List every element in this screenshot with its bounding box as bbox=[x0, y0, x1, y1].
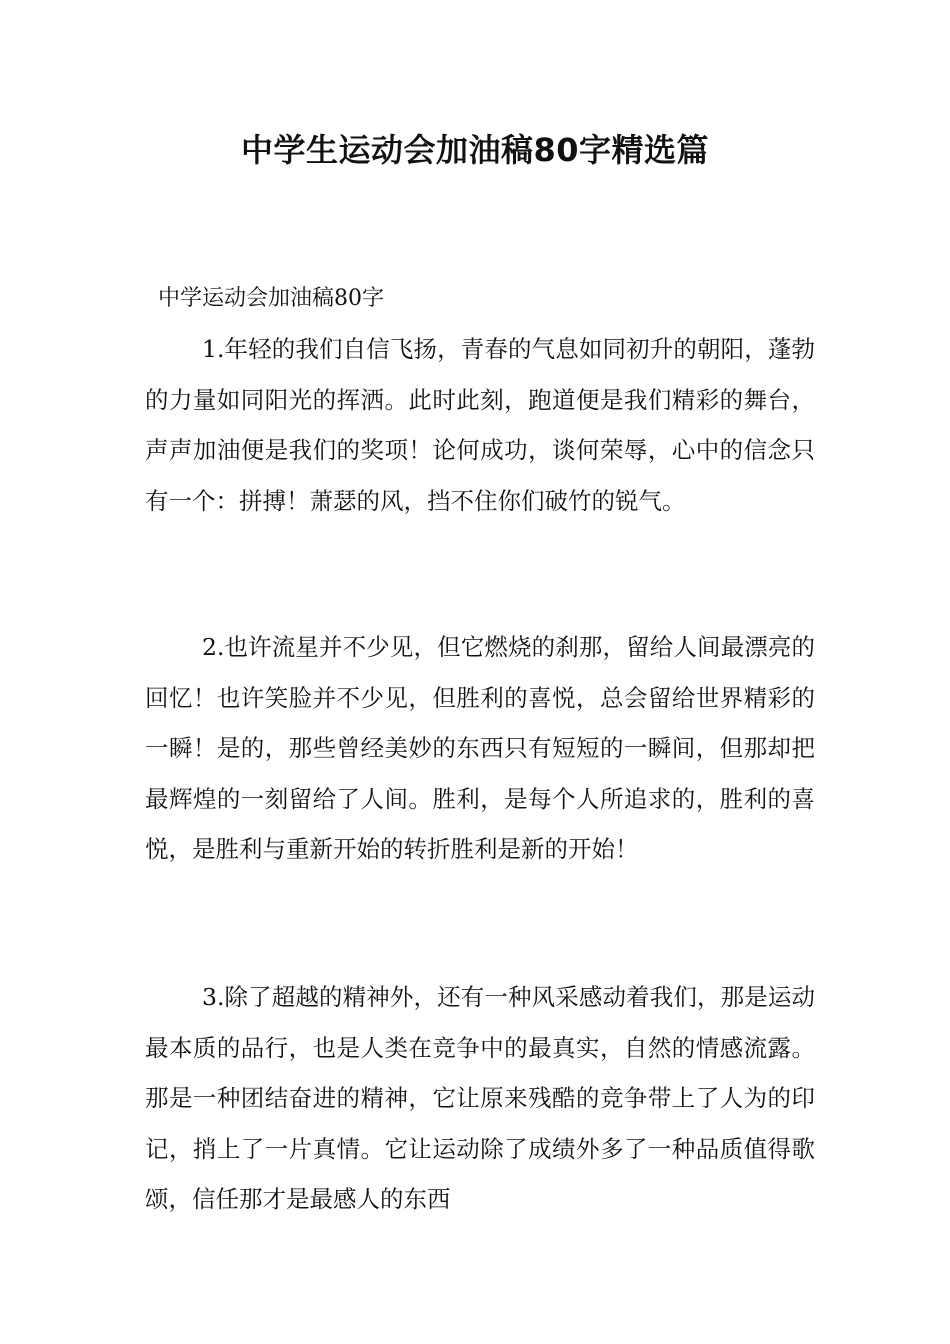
document-subtitle: 中学运动会加油稿80字 bbox=[158, 286, 384, 311]
paragraph-1: 1.年轻的我们自信飞扬，青春的气息如同初升的朝阳，蓬勃的力量如同阳光的挥洒。此时此刻，跑道便是我们精彩的舞台，声声加油便是我们的奖项！论何成功，谈何荣辱，心中的信念只有一个：拼搏！萧瑟的风，挡不住你们破竹的锐气。 bbox=[145, 335, 815, 515]
paragraph-3: 3.除了超越的精神外，还有一种风采感动着我们，那是运动最本质的品行，也是人类在竞争中的最真实，自然的情感流露。那是一种团结奋进的精神，它让原来残酷的竞争带上了人为的印记，捎上了一片真情。它让运动除了成绩外多了一种品质值得歌颂，信任那才是最感人的东西 bbox=[145, 983, 815, 1213]
document-title: 中学生运动会加油稿80字精选篇 bbox=[240, 131, 710, 169]
paragraph-2: 2.也许流星并不少见，但它燃烧的刹那，留给人间最漂亮的回忆！也许笑脸并不少见，但胜利的喜悦，总会留给世界精彩的一瞬！是的，那些曾经美妙的东西只有短短的一瞬间，但那却把最辉煌的一刻留给了人间。胜利，是每个人所追求的，胜利的喜悦，是胜利与重新开始的转折胜利是新的开始！ bbox=[145, 633, 815, 863]
